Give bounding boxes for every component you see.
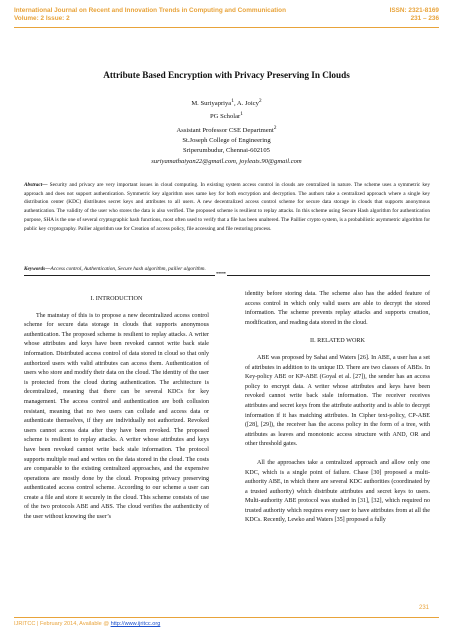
keywords-label: Keywords— (24, 266, 51, 272)
author-address: Sriperumbudur, Chennai-602105 (183, 147, 270, 155)
section-heading-related-work: II. RELATED WORK (309, 337, 366, 345)
footer-link[interactable]: http://www.ijritcc.org (110, 621, 161, 627)
intro-paragraph: The mainstay of this is to propose a new decentralized access control scheme for secure data storage in clouds that supports anonymous authentication. The proposed scheme is resilient to replay attacks. A writer whose attributes and keys have been revoked cannot write back stale information. Distributed access control of data stored in cloud so that only authorized users with valid attributes can access them. Authentication of users who store and modify their data on the cloud. The identity of the user is protected from the cloud during authentication. The architecture is decentralized, meaning that there can be several KDCs for key management. The access control and authentication are both collusion resistant, meaning that no two users can collude and access data or authenticate themselves, if they are individually not authorized. Revoked users cannot access data after they have been revoked. The proposed scheme is resilient to replay attacks. A writer whose attributes and keys have been revoked cannot write back stale information. The protocol supports multiple read and writes on the data stored in the cloud. The costs are comparable to the existing centralized approaches, and the expensive operations are mostly done by the cloud. Proposing privacy preserving authenticated access control scheme. According to our scheme a user can create a file and store it securely in the cloud. This scheme consists of use of the two protocols ABE and ABS. The cloud verifies the authenticity of the user without knowing the user’s (24, 312, 209, 521)
footer-text: IJRITCC | February 2014, Available @ (14, 621, 111, 627)
journal-name-block (14, 7, 286, 23)
right-column (245, 290, 430, 526)
journal-pages: 231 – 236 (410, 15, 439, 22)
journal-issn-block (390, 7, 439, 23)
keywords (24, 265, 430, 273)
keywords-text: Access control, Authentication, Secure hash algorithm, pailier algorithm. (50, 266, 206, 272)
author-names: M. Suriyapriya$^1$, A. Joicy$^2$ (191, 98, 262, 108)
related-work-paragraph-2: All the approaches take a centralized approach and allow only one KDC, which is a single point of failure. Chase [30] proposed a multi-authority ABE, in which there are several KDC authorities (coordinated by a trusted authority) which distribute attributes and secret keys to users. Multi-authority ABE protocol was studied in [31], [32], which required no trusted authority which requires every user to have attributes from at all the KDCs. Recently, Lewko and Waters [35] proposed a fully (245, 459, 430, 524)
page-number: 231 (418, 605, 429, 611)
journal-volume: Volume: 2 Issue: 2 (14, 15, 70, 22)
author-block (0, 96, 453, 167)
paper-title: Attribute Based Encryption with Privacy Preserving In Clouds (103, 70, 350, 80)
left-column (24, 290, 209, 523)
related-work-paragraph-1: ABE was proposed by Sahai and Waters [26]. In ABE, a user has a set of attributes in addition to its unique ID. There are two classes of ABEs. In Key-policy ABE or KP-ABE (Goyal et al. [27]), the sender has an access policy to encrypt data. A writer whose attributes and keys have been revoked cannot write back stale information. The receiver receives attributes and secret keys from the attribute authority and is able to decrypt information if it has matching attributes. In Cipher text-policy, CP-ABE ([28], [29]), the receiver has the access policy in the form of a tree, with attributes as leaves and monotonic access structure with AND, OR and other threshold gates. (245, 354, 430, 448)
footer (14, 621, 439, 627)
separator-stars: ***** (216, 271, 226, 276)
section-heading-introduction: I. INTRODUCTION (90, 295, 143, 302)
journal-issn: ISSN: 2321-8169 (389, 7, 439, 14)
author-email: suriyamathaiyan22@gmail.com, joyleats.90@gmail.com (151, 157, 302, 165)
intro-continuation: identity before storing data. The scheme also has the added feature of access control in which only valid users are able to decrypt the stored information. The scheme prevents replay attacks and supports creation, modification, and reading data stored in the cloud. (245, 291, 430, 326)
header-divider (14, 27, 439, 28)
abstract-divider (24, 275, 430, 276)
abstract (24, 181, 430, 233)
abstract-label: Abstract— (24, 182, 48, 188)
abstract-text: Security and privacy are very important issues in cloud computing. In existing system access control in clouds are centralized in nature. The scheme uses a symmetric key approach and does not support authentication. Symmetric key algorithm uses same key for both encryption and decryption. The authors take a centralized approach where a single key distribution center (KDC) distributes secret keys and attributes to all users. A new decentralized access control scheme for secure data storage in clouds that supports anonymous authentication. The validity of the user who stores the data is also verified. The proposed scheme is resilient to replay attacks. In this scheme using Secure Hash algorithm for authentication purpose, SHA is the one of several cryptographic hash functions, most often used to verify that a file has been unaltered. The Paillier crypto system, is a probabilistic asymmetric algorithm for public key cryptography. Pailier algorithm use for Creation of access policy, file accessing and file restoring process. (24, 182, 430, 232)
author-role-2: Assistant Professor CSE Department$^2$ (176, 124, 277, 134)
author-college: St.Joseph College of Engineering (182, 137, 271, 145)
journal-name: International Journal on Recent and Innovation Trends in Computing and Communication (14, 7, 286, 14)
author-role-1: PG Scholar$^1$ (210, 111, 243, 121)
footer-divider (14, 617, 439, 618)
